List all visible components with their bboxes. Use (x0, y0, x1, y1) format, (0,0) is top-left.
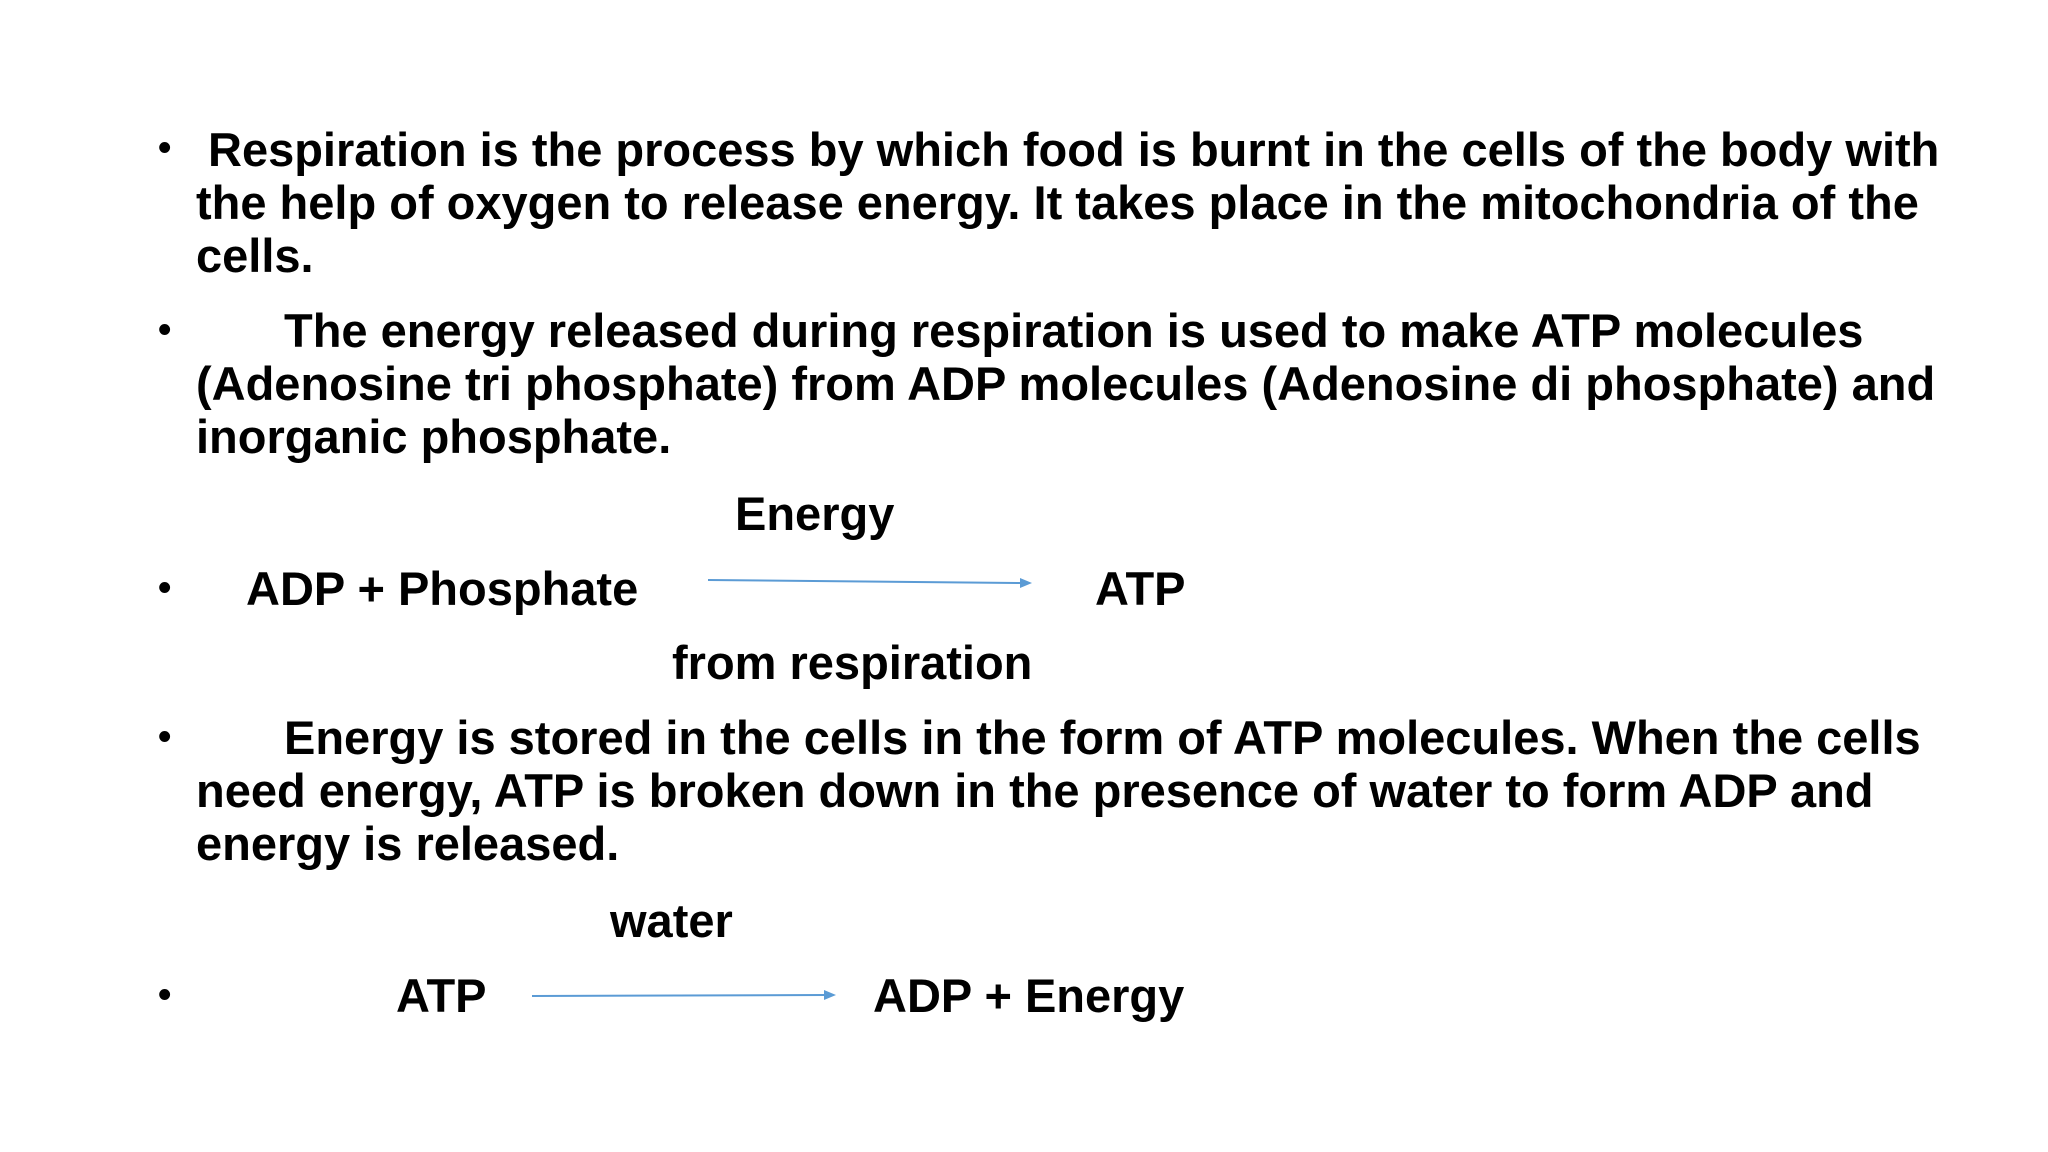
equation-2-arrow-icon (532, 984, 836, 1006)
equation-1-reactants: ADP + Phosphate (246, 562, 639, 615)
equation-1-product: ATP (1095, 562, 1186, 615)
equation-2-reactant: ATP (396, 969, 487, 1022)
bullet-4-marker: • (158, 716, 172, 758)
bullet-2-marker: • (158, 309, 172, 351)
paragraph-atp-breakdown: Energy is stored in the cells in the form of ATP molecules. When the cells need energy, ATP is broken down in the presence of water to form ADP and energy is released. (196, 711, 1921, 870)
bullet-1-marker: • (158, 127, 172, 169)
bullet-5-marker: • (158, 974, 172, 1016)
equation-2-above-arrow-label: water (610, 894, 733, 947)
paragraph-atp-synthesis: The energy released during respiration is used to make ATP molecules (Adenosine tri phosphate) from ADP molecules (Adenosine di phosphate) and inorganic phosphate. (196, 304, 1936, 463)
equation-1-below-arrow-label: from respiration (672, 636, 1033, 689)
bullet-3-marker: • (158, 567, 172, 609)
equation-1-above-arrow-label: Energy (735, 487, 895, 540)
paragraph-respiration-definition: Respiration is the process by which food is burnt in the cells of the body with the help of oxygen to release energy. It takes place in the mitochondria of the cells. (196, 123, 1940, 282)
equation-1-arrow-icon (708, 572, 1032, 594)
equation-2-products: ADP + Energy (873, 969, 1185, 1022)
